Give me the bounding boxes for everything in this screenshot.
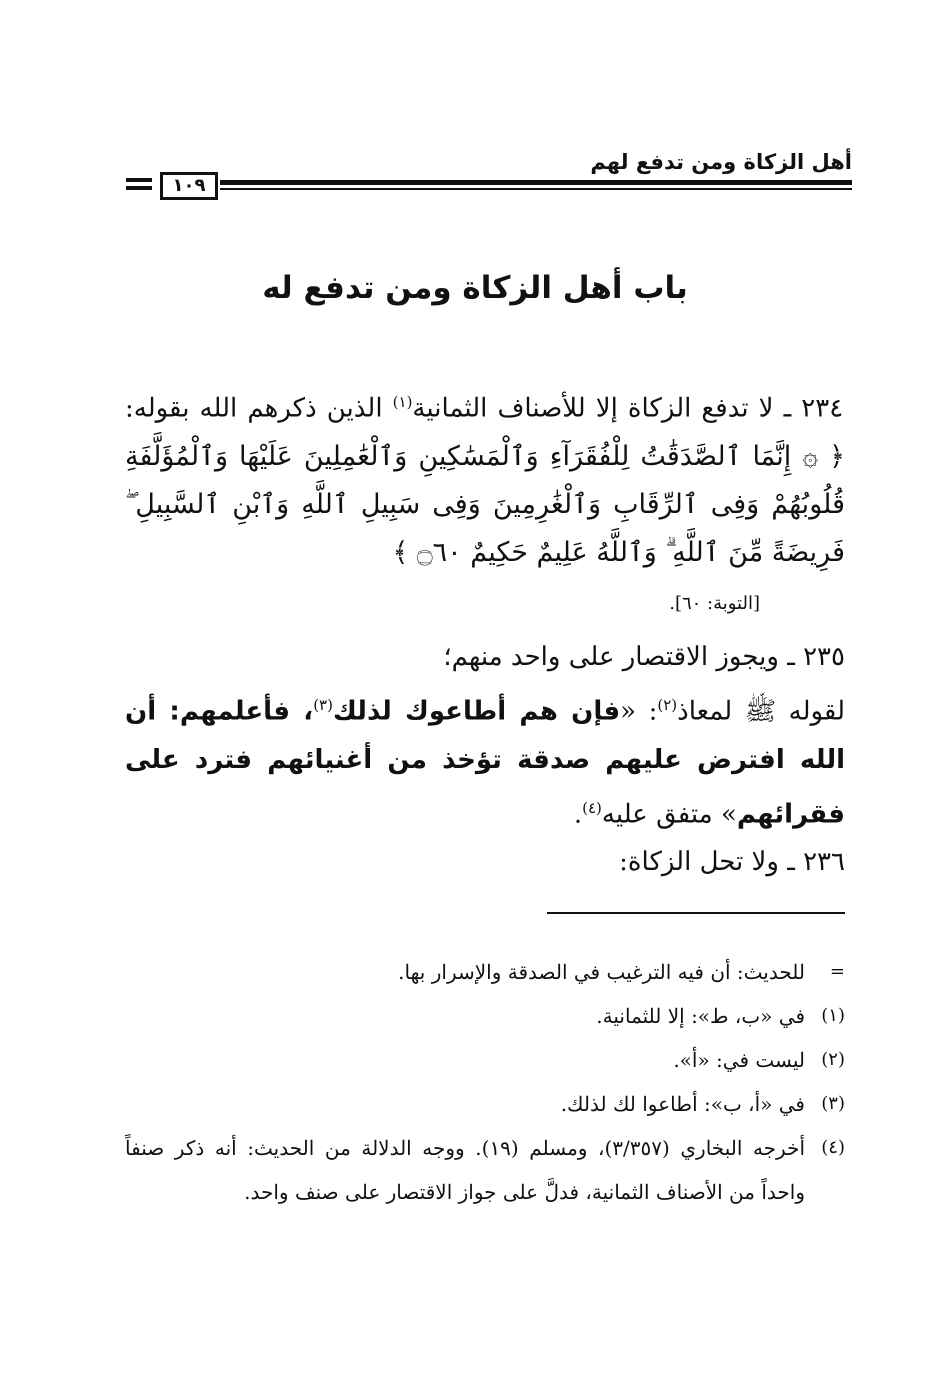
- footnote: [125, 1038, 845, 1082]
- footnote-ref: (٢): [657, 696, 678, 714]
- paragraph-text: ولا تحل الزكاة:: [619, 847, 779, 877]
- footnote-text: في «ب، ط»: إلا للثمانية.: [596, 1004, 805, 1028]
- paragraph-text: لا تدفع الزكاة إلا للأصناف الثمانية: [412, 393, 774, 424]
- paragraph-text: الذين ذكرهم الله: [199, 393, 393, 424]
- footnote: [125, 950, 845, 994]
- header-rule-thick: [220, 180, 852, 185]
- footnote: [125, 1126, 845, 1214]
- footnote-text: للحديث: أن فيه الترغيب في الصدقة والإسرار بها.: [398, 960, 805, 984]
- footnote: [125, 1082, 845, 1126]
- footnote-text: ليست في: «أ».: [673, 1048, 805, 1072]
- footnote-text: أخرجه البخاري (٣/٣٥٧)، ومسلم (١٩). ووجه الدلالة من الحديث: أنه ذكر صنفاً واحداً من الأصناف الثمانية، فدلَّ على جواز الاقتصار على صنف واحد.: [125, 1136, 805, 1204]
- paragraph-236: [125, 838, 845, 886]
- footnote-ref: (١): [392, 393, 413, 411]
- footnote-text: في «أ، ب»: أطاعوا لك لذلك.: [560, 1092, 805, 1116]
- paragraph-number: ٢٣٥ ـ: [787, 642, 845, 672]
- paragraph-number: ٢٣٤ ـ: [783, 393, 844, 424]
- paragraph-text: لقوله ﷺ لمعاذ: [677, 696, 846, 727]
- footnote-marker: (١): [821, 1005, 845, 1026]
- header-bar-left: [126, 186, 152, 190]
- footnote-marker: =: [829, 961, 845, 982]
- running-head: أهل الزكاة ومن تدفع لهم: [590, 150, 852, 174]
- hadith-text: فإن هم أطاعوك لذلك: [332, 696, 621, 727]
- paragraph-text: ويجوز الاقتصار على واحد منهم؛: [443, 642, 779, 672]
- footnote-rule: [547, 912, 845, 914]
- page-number: ١٠٩: [160, 172, 218, 200]
- paragraph-text: : «: [620, 696, 658, 727]
- footnote-marker: (٢): [821, 1049, 845, 1070]
- footnote: [125, 994, 845, 1038]
- footnote-marker: (٤): [821, 1137, 845, 1158]
- paragraph-number: ٢٣٦ ـ: [787, 847, 845, 877]
- header-rule-thin: [220, 188, 852, 190]
- verse-reference: [التوبة: ٦٠].: [669, 593, 760, 614]
- footnote-ref: (٤): [582, 798, 602, 817]
- chapter-title: باب أهل الزكاة ومن تدفع له: [262, 270, 688, 306]
- header-bar-left: [126, 178, 152, 182]
- paragraph-text: بقوله:: [125, 393, 190, 424]
- footnote-marker: (٣): [821, 1093, 845, 1114]
- paragraph-text: » متفق عليه: [601, 799, 737, 830]
- footnotes: [125, 950, 845, 1214]
- paragraph-235: [125, 633, 845, 838]
- hadith-text: ، فأعلمهم: أن الله افترض عليهم صدقة تؤخذ من أغنيائهم فترد على فقرائهم: [125, 696, 845, 830]
- paragraph-text: .: [573, 799, 583, 830]
- quran-verse: ﴿ ۞ إِنَّمَا ٱلصَّدَقَٰتُ لِلْفُقَرَآءِ وَٱلْمَسَٰكِينِ وَٱلْعَٰمِلِينَ عَلَيْهَا وَٱلْمُؤَلَّفَةِ قُلُوبُهُمْ وَفِى ٱلرِّقَابِ وَٱلْغَٰرِمِينَ وَفِى سَبِيلِ ٱللَّهِ وَٱبْنِ ٱلسَّبِيلِ ۖ فَرِيضَةً مِّنَ ٱللَّهِ ۗ وَٱللَّهُ عَلِيمٌ حَكِيمٌ ۝٦٠ ﴾: [125, 440, 845, 568]
- paragraph-234: [125, 378, 845, 577]
- footnote-ref: (٣): [313, 696, 333, 714]
